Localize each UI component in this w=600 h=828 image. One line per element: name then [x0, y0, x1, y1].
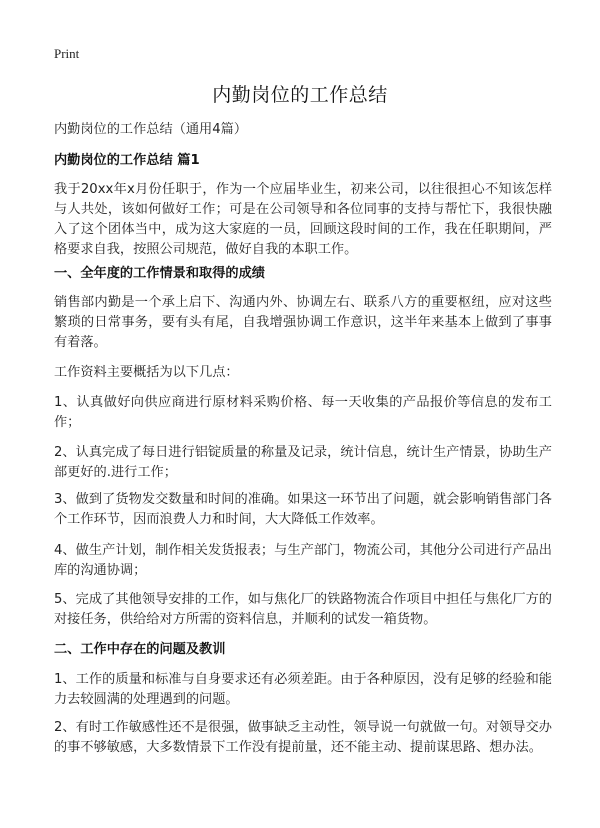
heading-problems: 二、工作中存在的问题及教训 [54, 642, 226, 657]
list-item-4: 4、做生产计划，制作相关发货报表；与生产部门，物流公司，其他分公司进行产品出库的沟通协调； [54, 543, 552, 578]
problem-item-1: 1、工作的质量和标准与自身要求还有必须差距。由于各种原因，没有足够的经验和能力去较圆满的处理遇到的问题。 [54, 672, 552, 707]
section-heading: 内勤岗位的工作总结 篇1 [54, 153, 200, 168]
heading-achievements: 一、全年度的工作情景和取得的成绩 [54, 266, 265, 281]
print-link[interactable]: Print [54, 46, 80, 61]
subtitle: 内勤岗位的工作总结（通用4篇） [54, 122, 248, 137]
page-title: 内勤岗位的工作总结 [212, 84, 388, 106]
list-item-2: 2、认真完成了每日进行铝锭质量的称量及记录，统计信息，统计生产情景，协助生产部更好的.进行工作； [54, 445, 552, 480]
intro-paragraph: 我于20xx年x月份任职于，作为一个应届毕业生，初来公司，以往很担心不知该怎样与人共处，该如何做好工作；可是在公司领导和各位同事的支持与帮忙下，我很快融入了这个团体当中，成为这大家庭的一员，回顾这段时间的工作，我在任职期间，严格要求自我，按照公司规范，做好自我的本职工作。 [54, 182, 552, 257]
list-item-5: 5、完成了其他领导安排的工作，如与焦化厂的铁路物流合作项目中担任与焦化厂方的对接任务，供给给对方所需的资料信息，并顺利的试发一箱货物。 [54, 592, 552, 627]
paragraph-sales-office: 销售部内勤是一个承上启下、沟通内外、协调左右、联系八方的重要枢纽，应对这些繁琐的日常事务，要有头有尾，自我增强协调工作意识，这半年来基本上做到了事事有着落。 [54, 295, 552, 350]
paragraph-work-summary: 工作资料主要概括为以下几点： [54, 365, 239, 380]
problem-item-2: 2、有时工作敏感性还不是很强，做事缺乏主动性，领导说一句就做一句。对领导交办的事不够敏感，大多数情景下工作没有提前量，还不能主动、提前谋思路、想办法。 [54, 720, 552, 755]
list-item-1: 1、认真做好向供应商进行原材料采购价格、每一天收集的产品报价等信息的发布工作； [54, 395, 552, 430]
list-item-3: 3、做到了货物发交数量和时间的准确。如果这一环节出了问题，就会影响销售部门各个工作环节，因而浪费人力和时间，大大降低工作效率。 [54, 492, 552, 527]
